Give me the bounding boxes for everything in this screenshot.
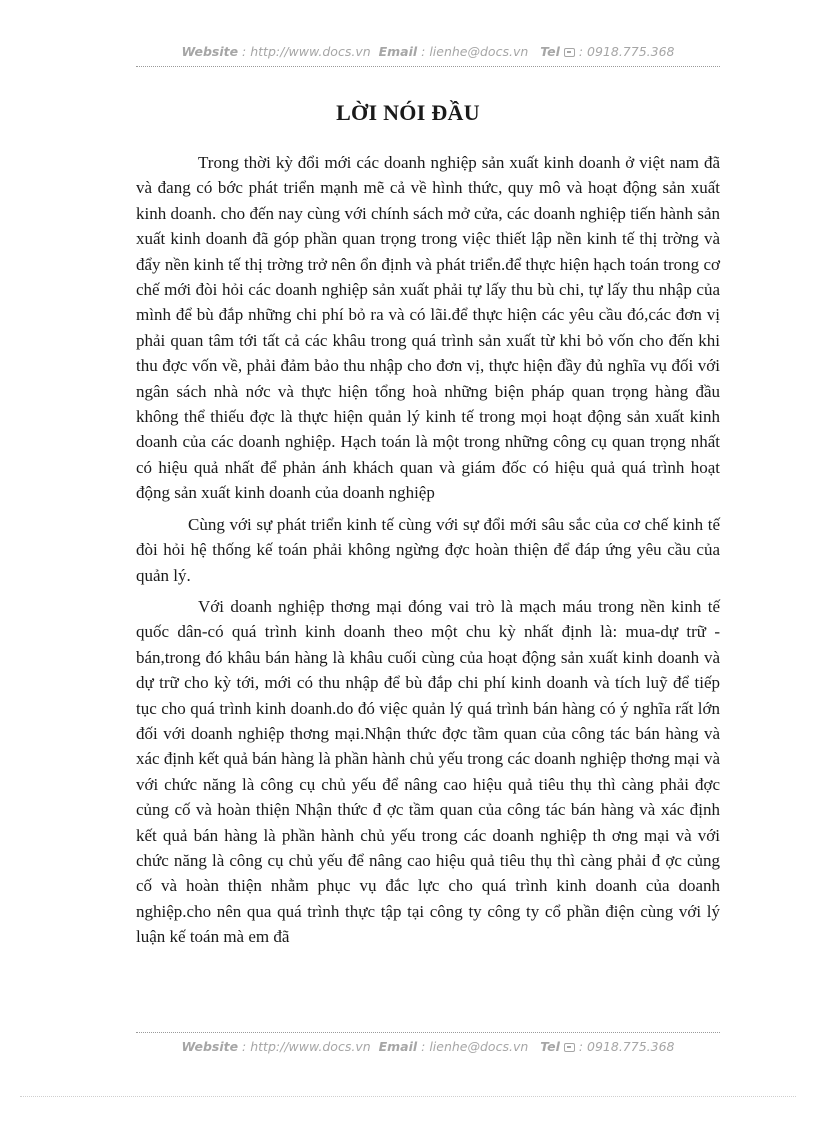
footer-website-label: Website: [181, 1039, 239, 1054]
page-bottom-divider: [20, 1096, 796, 1097]
footer-tel-label: Tel: [540, 1039, 560, 1054]
header-tel-value: : 0918.775.368: [574, 44, 675, 59]
header-email-label: Email: [378, 44, 418, 59]
paragraph-2: Cùng với sự phát triển kinh tế cùng với sự đổi mới sâu sắc của cơ chế kinh tế đòi hỏi hệ thống kế toán phải không ngừng đợc hoàn thiện để đáp ứng yêu cầu của quản lý.: [136, 514, 720, 585]
document-body: [136, 150, 720, 950]
paragraph-3: Với doanh nghiệp thơng mại đóng vai trò là mạch máu trong nền kinh tế quốc dân-có quá trình kinh doanh theo một chu kỳ nhất định là: mua-dự trữ -bán,trong đó khâu bán hàng là khâu cuối cùng của hoạt động sản xuất kinh doanh và dự trữ cho kỳ tới, mới có thu nhập để bù đắp chi phí kinh doanh và tích luỹ để tiếp tục cho quá trình kinh doanh.do đó việc quản lý quá trình bán hàng có ý nghĩa rất lớn đối với doanh nghiệp thơng mại.Nhận thức đợc tầm quan của công tác bán hàng và xác định kết quả bán hàng là phần hành chủ yếu trong các doanh nghiệp thơng mại và với chức năng là công cụ chủ yếu để nâng cao hiệu quả tiêu thụ thì càng phải đợc củng cố và hoàn thiện Nhận thức đ ợc tầm quan của công tác bán hàng và xác định kết quả bán hàng là phần hành chủ yếu trong các doanh nghiệp th ơng mại và với chức năng là công cụ chủ yếu để nâng cao hiệu quả tiêu thụ thì càng phải đ ợc củng cố và hoàn thiện nhằm phục vụ đắc lực cho quá trình kinh doanh của doanh nghiệp.cho nên qua quá trình thực tập tại công ty công ty cổ phần điện cùng với lý luận kế toán mà em đã: [136, 596, 720, 947]
header-email-value: : lienhe@docs.vn: [417, 44, 529, 59]
page-header: [136, 42, 720, 67]
paragraph-1: Trong thời kỳ đổi mới các doanh nghiệp sản xuất kinh doanh ở việt nam đã và đang có bớc phát triển mạnh mẽ cả về hình thức, quy mô và hoạt động sản xuất kinh doanh. cho đến nay cùng với chính sách mở cửa, các doanh nghiệp tiến hành sản xuất kinh doanh đã góp phần quan trọng trong việc thiết lập nền kinh tế thị trờng và đẩy nền kinh tế thị trờng trở nên ổn định và phát triển.để thực hiện hạch toán trong cơ chế mới đòi hỏi các doanh nghiệp sản xuất phải tự lấy thu bù chi, tự lấy thu nhập của mình để bù đắp những chi phí bỏ ra và có lãi.để thực hiện các yêu cầu đó,các đơn vị phải quan tâm tới tất cả các khâu trong quá trình sản xuất từ khi bỏ vốn cho đến khi thu đợc vốn về, phải đảm bảo thu nhập cho đơn vị, thực hiện đầy đủ nghĩa vụ đối với ngân sách nhà nớc và thực hiện tổng hoà những biện pháp quan trọng hàng đầu không thể thiếu đợc là thực hiện quản lý kinh tế trong mọi hoạt động sản xuất kinh doanh của các doanh nghiệp. Hạch toán là một trong những công cụ quan trọng nhất có hiệu quả nhất để phản ánh khách quan và giám đốc có hiệu quả quá trình hoạt động sản xuất kinh doanh của doanh nghiệp: [136, 153, 720, 503]
page-footer: [136, 1032, 720, 1057]
header-website-value: : http://www.docs.vn: [238, 44, 371, 59]
header-website-label: Website: [181, 44, 239, 59]
footer-email-value: : lienhe@docs.vn: [417, 1039, 529, 1054]
phone-icon: [564, 1043, 575, 1052]
footer-website-value: : http://www.docs.vn: [238, 1039, 371, 1054]
phone-icon: [564, 48, 575, 57]
document-title: LỜI NÓI ĐẦU: [336, 100, 480, 125]
footer-tel-value: : 0918.775.368: [574, 1039, 675, 1054]
header-tel-label: Tel: [540, 44, 560, 59]
footer-email-label: Email: [378, 1039, 418, 1054]
